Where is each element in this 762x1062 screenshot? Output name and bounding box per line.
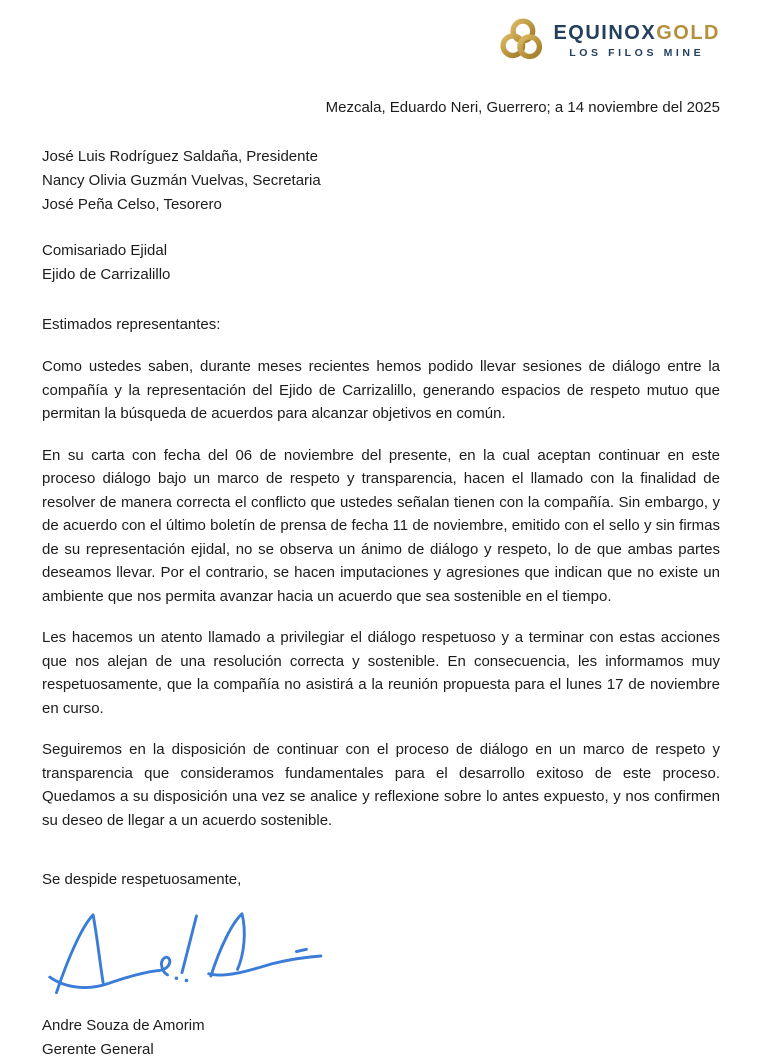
brand-name-secondary: GOLD bbox=[656, 21, 720, 44]
body-paragraph: Seguiremos en la disposición de continuar con el proceso de diálogo en un marco de respeto y transparencia que consideramos fundamentales para el desarrollo exitoso de este proceso. Quedamos a su disposición una vez se analice y reflexione sobre lo antes expuesto, y nos confirmen su deseo de llegar a un acuerdo sostenible. bbox=[42, 741, 720, 829]
knot-emblem-icon bbox=[498, 16, 544, 64]
handwritten-signature bbox=[42, 906, 342, 1006]
organization-block bbox=[42, 239, 720, 287]
organization-line: Ejido de Carrizalillo bbox=[42, 266, 171, 283]
recipient-line: José Luis Rodríguez Saldaña, Presidente bbox=[42, 148, 319, 165]
signer-title: Gerente General bbox=[42, 1041, 154, 1058]
signature-strokes bbox=[50, 914, 321, 993]
mine-name: LOS FILOS MINE bbox=[569, 46, 705, 59]
equinox-gold-logo bbox=[498, 16, 720, 64]
signer-name: Andre Souza de Amorim bbox=[42, 1017, 205, 1034]
closing-line: Se despide respetuosamente, bbox=[42, 871, 242, 888]
body-paragraph: Les hacemos un atento llamado a privilegiar el diálogo respetuoso y a terminar con estas acciones que nos alejan de una resolución correcta y sostenible. En consecuencia, les informamos muy respetuosamente, que la compañía no asistirá a la reunión propuesta para el lunes 17 de noviembre en curso. bbox=[42, 629, 720, 717]
letter-body bbox=[42, 355, 720, 832]
recipient-line: Nancy Olivia Guzmán Vuelvas, Secretaria bbox=[42, 172, 321, 189]
letter-header bbox=[42, 16, 720, 64]
body-paragraph: Como ustedes saben, durante meses recientes hemos podido llevar sesiones de diálogo entre la compañía y la representación del Ejido de Carrizalillo, generando espacios de respeto mutuo que permitan la búsqueda de acuerdos para alcanzar objetivos en común. bbox=[42, 358, 720, 422]
organization-line: Comisariado Ejidal bbox=[42, 242, 168, 259]
recipients-block bbox=[42, 145, 720, 217]
signer-block bbox=[42, 1014, 720, 1062]
logo-wordmark bbox=[553, 22, 720, 59]
recipient-line: José Peña Celso, Tesorero bbox=[42, 196, 222, 213]
brand-name-primary: EQUINOX bbox=[553, 21, 657, 44]
signature-block bbox=[42, 906, 720, 1010]
body-paragraph: En su carta con fecha del 06 de noviembre del presente, en la cual aceptan continuar en este proceso diálogo bajo un marco de respeto y transparencia, hacen el llamado con la finalidad de resolver de manera correcta el conflicto que ustedes señalan tienen con la compañía. Sin embargo, y de acuerdo con el último boletín de prensa de fecha 11 de noviembre, emitido con el sello y sin firmas de su representación ejidal, no se observa un ánimo de diálogo y respeto, lo de que ambas partes deseamos llevar. Por el contrario, se hacen imputaciones y agresiones que indican que no existe un ambiente que nos permita avanzar hacia un acuerdo que sea sostenible en el tiempo. bbox=[42, 446, 720, 605]
salutation: Estimados representantes: bbox=[42, 316, 221, 333]
brand-name bbox=[553, 22, 720, 44]
dateline: Mezcala, Eduardo Neri, Guerrero; a 14 noviembre del 2025 bbox=[325, 99, 720, 116]
